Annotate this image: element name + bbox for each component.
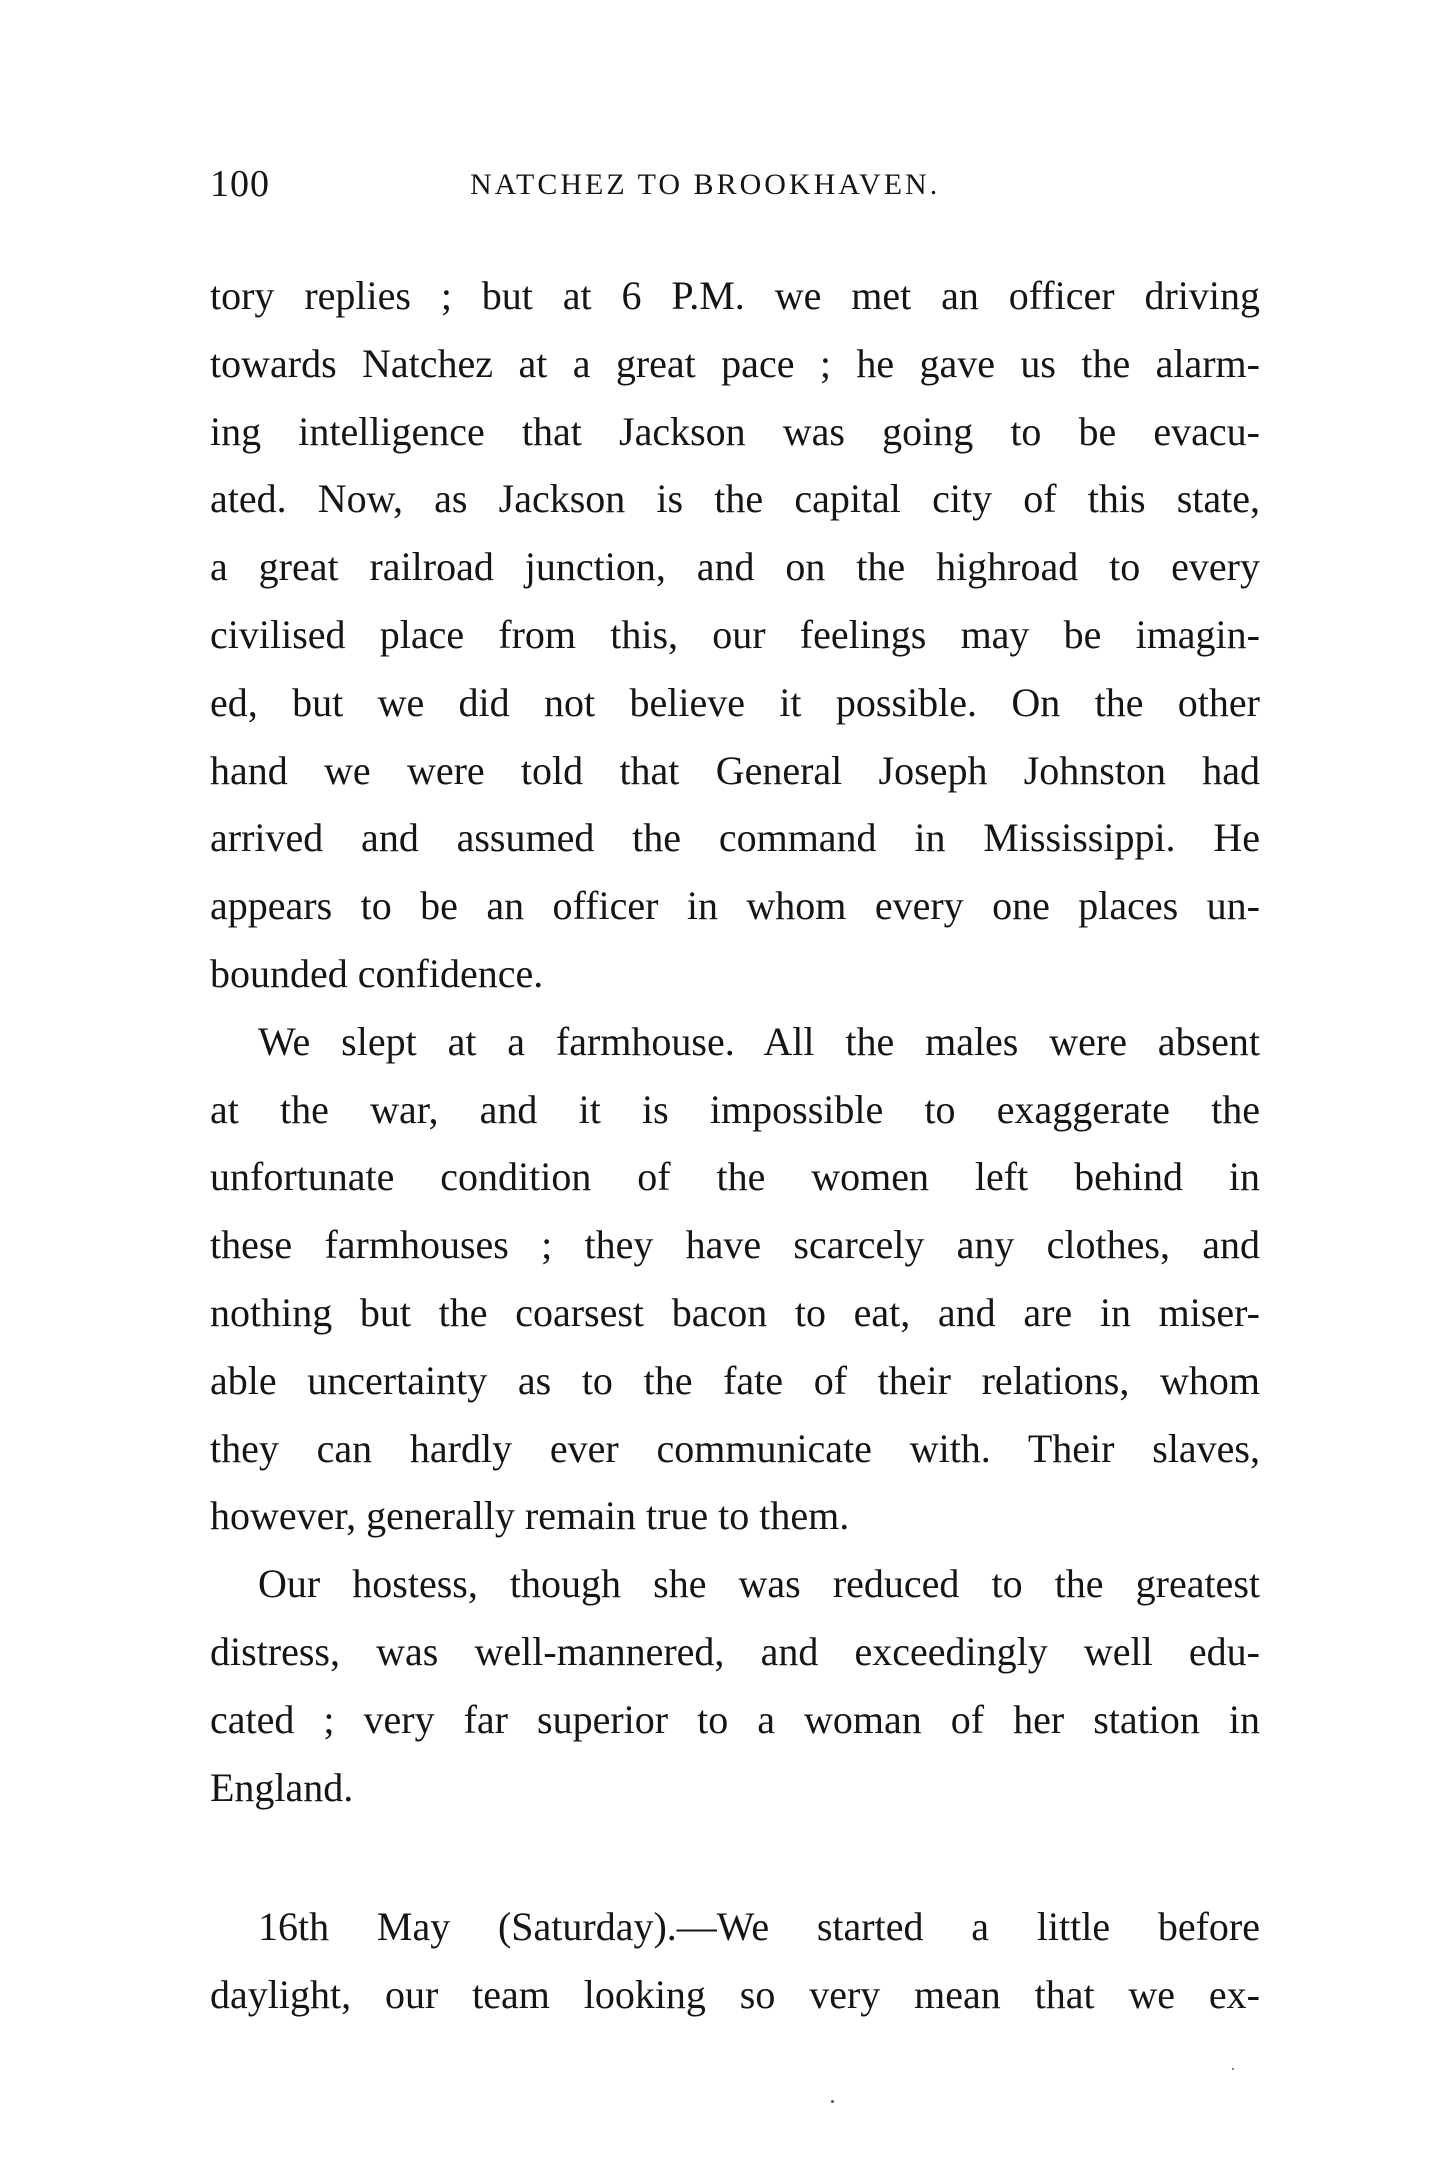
text-line: however, generally remain true to them. [210,1493,850,1539]
text-line: ed, but we did not believe it possible. On the other [210,679,1260,725]
text-line: towards Natchez at a great pace ; he gave us the alarm- [210,340,1260,386]
section-gap [210,1821,1260,1893]
text-line: England. [210,1764,354,1810]
text-line: Our hostess, though she was reduced to the greatest [258,1561,1260,1607]
text-line: distress, was well-mannered, and exceedingly well edu- [210,1628,1260,1674]
paper-speck [1232,2068,1234,2070]
text-line: a great railroad junction, and on the highroad to every [210,544,1260,590]
body-text [210,262,1260,2029]
text-line: 16th May (Saturday).—We started a little before [258,1904,1260,1950]
text-line: these farmhouses ; they have scarcely any clothes, and [210,1222,1260,1268]
text-line: at the war, and it is impossible to exaggerate the [210,1086,1260,1132]
text-line: able uncertainty as to the fate of their relations, whom [210,1357,1260,1403]
text-line: arrived and assumed the command in Mississippi. He [210,815,1260,861]
text-line: hand we were told that General Joseph Johnston had [210,747,1260,793]
text-line: appears to be an officer in whom every one places un- [210,883,1260,929]
text-line: nothing but the coarsest bacon to eat, and are in miser- [210,1289,1260,1335]
paragraph-3 [210,1550,1260,1821]
text-line: ing intelligence that Jackson was going to be evacu- [210,408,1260,454]
text-line: civilised place from this, our feelings may be imagin- [210,611,1260,657]
text-line: they can hardly ever communicate with. Their slaves, [210,1425,1260,1471]
text-line: cated ; very far superior to a woman of her station in [210,1696,1260,1742]
text-line: bounded confidence. [210,950,544,996]
paragraph-2 [210,1008,1260,1550]
paragraph-1 [210,262,1260,1008]
page-number: 100 [210,163,270,205]
text-line: ated. Now, as Jackson is the capital city of this state, [210,476,1260,522]
text-line: daylight, our team looking so very mean that we ex- [210,1972,1260,2018]
paper-speck [831,2100,834,2103]
text-line: We slept at a farmhouse. All the males were absent [258,1018,1260,1064]
text-line: tory replies ; but at 6 P.M. we met an officer driving [210,273,1260,318]
running-head: NATCHEZ TO BROOKHAVEN. [470,168,941,201]
paragraph-4 [210,1893,1260,2029]
page-header [210,162,1260,210]
text-line: unfortunate condition of the women left behind in [210,1154,1260,1200]
